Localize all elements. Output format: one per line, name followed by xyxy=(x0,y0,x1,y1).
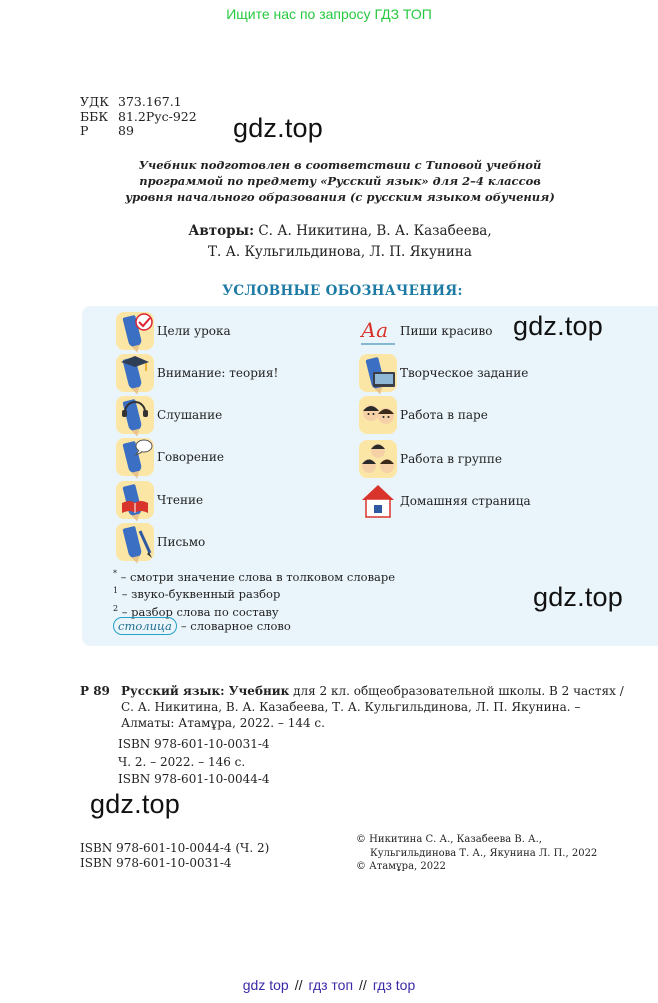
legend-item-lesson-goals xyxy=(116,312,231,350)
legend-item-listening xyxy=(116,396,222,434)
footer-separator: // xyxy=(359,977,367,993)
group-work-icon xyxy=(359,440,397,478)
biblio-line: Алматы: Атамұра, 2022. – 144 с. xyxy=(121,716,325,730)
legend-item-writing xyxy=(116,523,205,561)
bbk-key: ББК xyxy=(80,108,109,124)
legend-item-theory xyxy=(116,354,278,392)
author-mark-key: Р xyxy=(80,123,89,138)
footer-link[interactable]: гдз топ xyxy=(308,977,354,993)
lesson-goals-icon xyxy=(116,312,154,350)
legend-label: Говорение xyxy=(157,450,225,464)
intro-line: Учебник подготовлен в соответствии с Типовой учебной xyxy=(138,158,542,172)
vocab-word-sample: столица xyxy=(113,617,177,635)
calligraphy-icon xyxy=(359,312,397,350)
legend-title: УСЛОВНЫЕ ОБОЗНАЧЕНИЯ: xyxy=(222,283,463,299)
copyright xyxy=(356,833,597,874)
biblio-line: С. А. Никитина, В. А. Казабеева, Т. А. Кульгильдинова, Л. П. Якунина. – xyxy=(121,700,581,714)
biblio-line: для 2 кл. общеобразовательной школы. В 2 частях / xyxy=(289,684,624,698)
legend-footnotes xyxy=(113,567,395,619)
isbn-line: Ч. 2. – 2022. – 146 с. xyxy=(118,754,246,769)
watermark: gdz.top xyxy=(233,113,323,143)
reading-icon xyxy=(116,481,154,519)
footer-links xyxy=(0,977,658,993)
biblio-code: Р 89 xyxy=(80,684,110,698)
bibliographic-record xyxy=(80,683,640,731)
copyright-line: © Никитина С. А., Казабеева В. А., xyxy=(356,834,542,845)
watermark: gdz.top xyxy=(533,582,623,612)
isbn-block xyxy=(118,736,270,789)
biblio-title: Русский язык: Учебник xyxy=(121,684,290,698)
legend-item-group-work xyxy=(359,440,502,478)
intro-text xyxy=(120,157,560,205)
isbn-line: ISBN 978-601-10-0044-4 (Ч. 2) xyxy=(80,841,270,855)
writing-icon xyxy=(116,523,154,561)
home-page-icon xyxy=(359,482,397,520)
authors-line: С. А. Никитина, В. А. Казабеева, xyxy=(254,223,492,239)
calligraphy-glyph: Аа xyxy=(361,318,389,342)
legend-label: Слушание xyxy=(157,408,223,422)
listening-icon xyxy=(116,396,154,434)
authors-line: Т. А. Кульгильдинова, Л. П. Якунина xyxy=(208,244,472,260)
legend-label: Творческое задание xyxy=(400,366,529,380)
author-mark-row xyxy=(80,124,197,139)
isbn-line: ISBN 978-601-10-0031-4 xyxy=(80,856,232,870)
footer-link[interactable]: gdz top xyxy=(242,977,289,993)
intro-line: уровня начального образования (с русским языком обучения) xyxy=(125,190,555,204)
footer-separator: // xyxy=(294,977,303,993)
legend-item-calligraphy xyxy=(359,312,492,350)
legend-item-pair-work xyxy=(359,396,488,434)
footer-link[interactable]: гдз top xyxy=(372,977,416,993)
top-search-link[interactable]: Ищите нас по запросу ГДЗ ТОП xyxy=(226,6,432,22)
bbk-row xyxy=(80,110,197,125)
legend-item-speaking xyxy=(116,438,224,476)
footnote: $^1$ – звуко-буквенный разбор xyxy=(113,586,281,602)
isbn-bottom xyxy=(80,841,269,871)
theory-icon xyxy=(116,354,154,392)
udk-row xyxy=(80,95,197,110)
watermark: gdz.top xyxy=(513,311,603,341)
footnote: * – смотри значение слова в толковом словаре xyxy=(113,569,396,584)
legend-label: Пиши красиво xyxy=(400,324,493,338)
pair-work-icon xyxy=(359,396,397,434)
watermark: gdz.top xyxy=(90,789,180,819)
legend-label: Работа в группе xyxy=(400,452,502,466)
isbn-line: ISBN 978-601-10-0031-4 xyxy=(118,737,270,751)
classification-codes xyxy=(80,95,197,139)
vocab-legend xyxy=(113,617,291,635)
authors xyxy=(140,221,540,263)
author-mark-value: 89 xyxy=(118,123,134,138)
udk-value: 373.167.1 xyxy=(118,94,182,109)
udk-key: УДК xyxy=(80,94,109,109)
legend-label: Цели урока xyxy=(157,324,231,338)
authors-label: Авторы: xyxy=(188,223,255,239)
speaking-icon xyxy=(116,438,154,476)
isbn-line: ISBN 978-601-10-0044-4 xyxy=(118,772,270,786)
legend-item-creative-task xyxy=(359,354,528,392)
legend-label: Работа в паре xyxy=(400,408,488,422)
bbk-value: 81.2Рус-922 xyxy=(118,108,197,124)
legend-label: Внимание: теория! xyxy=(157,366,279,380)
copyright-line: Кульгильдинова Т. А., Якунина Л. П., 2022 xyxy=(370,847,598,859)
legend-label: Домашняя страница xyxy=(400,494,531,508)
copyright-line: © Атамұра, 2022 xyxy=(356,861,446,872)
vocab-description: – словарное слово xyxy=(180,619,291,633)
footnote: $^2$ – разбор слова по составу xyxy=(113,603,279,619)
legend-label: Чтение xyxy=(157,493,204,507)
creative-task-icon xyxy=(359,354,397,392)
legend-item-home-page xyxy=(359,482,531,520)
legend-item-reading xyxy=(116,481,203,519)
legend-label: Письмо xyxy=(157,535,206,549)
intro-line: программой по предмету «Русский язык» для 2–4 классов xyxy=(139,174,541,188)
